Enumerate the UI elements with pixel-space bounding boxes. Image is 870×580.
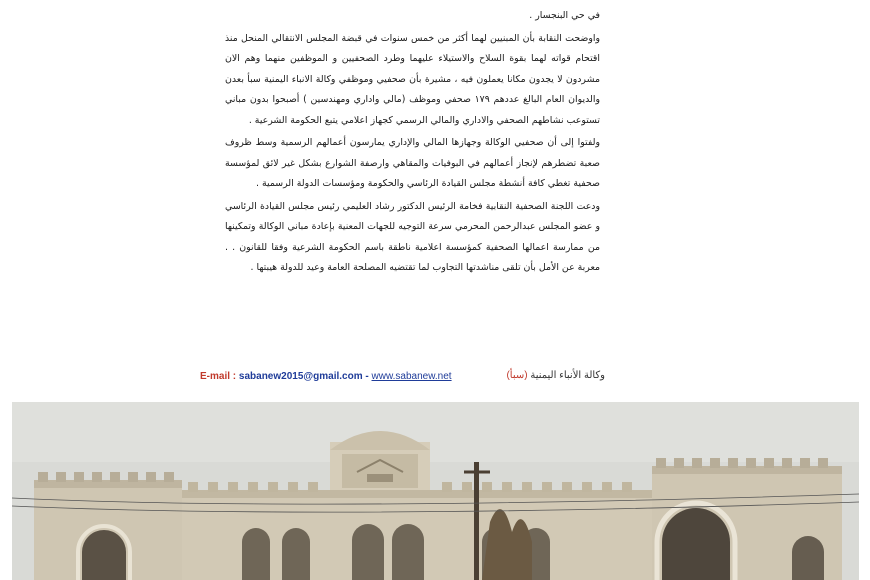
agency-abbreviation: (سبأ) — [506, 370, 528, 381]
article-body — [225, 0, 600, 281]
separator: - — [365, 371, 369, 382]
article-paragraph: في حي البنجسار . — [529, 10, 600, 21]
agency-credit — [506, 370, 605, 381]
contact-info — [200, 371, 452, 382]
website-link[interactable]: www.sabanew.net — [371, 371, 452, 382]
article-paragraph: ولفتوا إلى أن صحفيي الوكالة وجهازها المالي والإداري يمارسون أعمالهم الرسمية وسط ظروف صعبة تضطرهم لإنجاز أعمالهم في البوفيات والمقاهي وارصفة الشوارع بشكل غير لائق لمؤسسة صحفية تغطي كافة أنشطة مجلس القيادة الرئاسي والحكومة ومؤسسات الدولة الرسمية . — [225, 137, 600, 189]
building-photo — [12, 402, 859, 580]
email-label: E-mail : — [200, 371, 237, 382]
article-paragraph: ودعت اللجنة الصحفية النقابية فخامة الرئيس الدكتور رشاد العليمي رئيس مجلس القيادة الرئاسي و عضو المجلس عبدالرحمن المحرمي سرعة التوجيه للجهات المعنية بإعادة مباني الوكالة وتمكينها من ممارسة اعمالها الصحفية كمؤسسة اعلامية ناطقة باسم الحكومة الشرعية وفقا للقانون . . معربة عن الأمل بأن تلقى مناشدتها التجاوب لما تقتضيه المصلحة العامة وعيد للدولة هيبتها . — [225, 200, 600, 273]
article-paragraph: واوضحت النقابة بأن المبنيين لهما أكثر من خمس سنوات في قبضة المجلس الانتقالي المنحل منذ اقتحام قواته لهما بقوة السلاح والاستيلاء عليهما وطرد الصحفيين و الموظفين منهما وهم الان مشردون لا يجدون مكانا يعملون فيه ، مشيرة بأن صحفيي وموظفي وكالة الانباء اليمنية سبأ بعدن والديوان العام البالغ عددهم ١٧٩ صحفي وموظف (مالي واداري ومهندسين ) أصبحوا بدون مباني تستوعب نشاطهم الصحفي والاداري والمالي الرسمي كجهاز اعلامي يتبع الحكومة الشرعية . — [225, 32, 600, 126]
agency-name: وكالة الأنباء اليمنية — [530, 370, 605, 381]
email-address[interactable]: sabanew2015@gmail.com — [238, 371, 363, 382]
building-facade-image — [12, 402, 859, 580]
footer-bar — [195, 368, 605, 386]
